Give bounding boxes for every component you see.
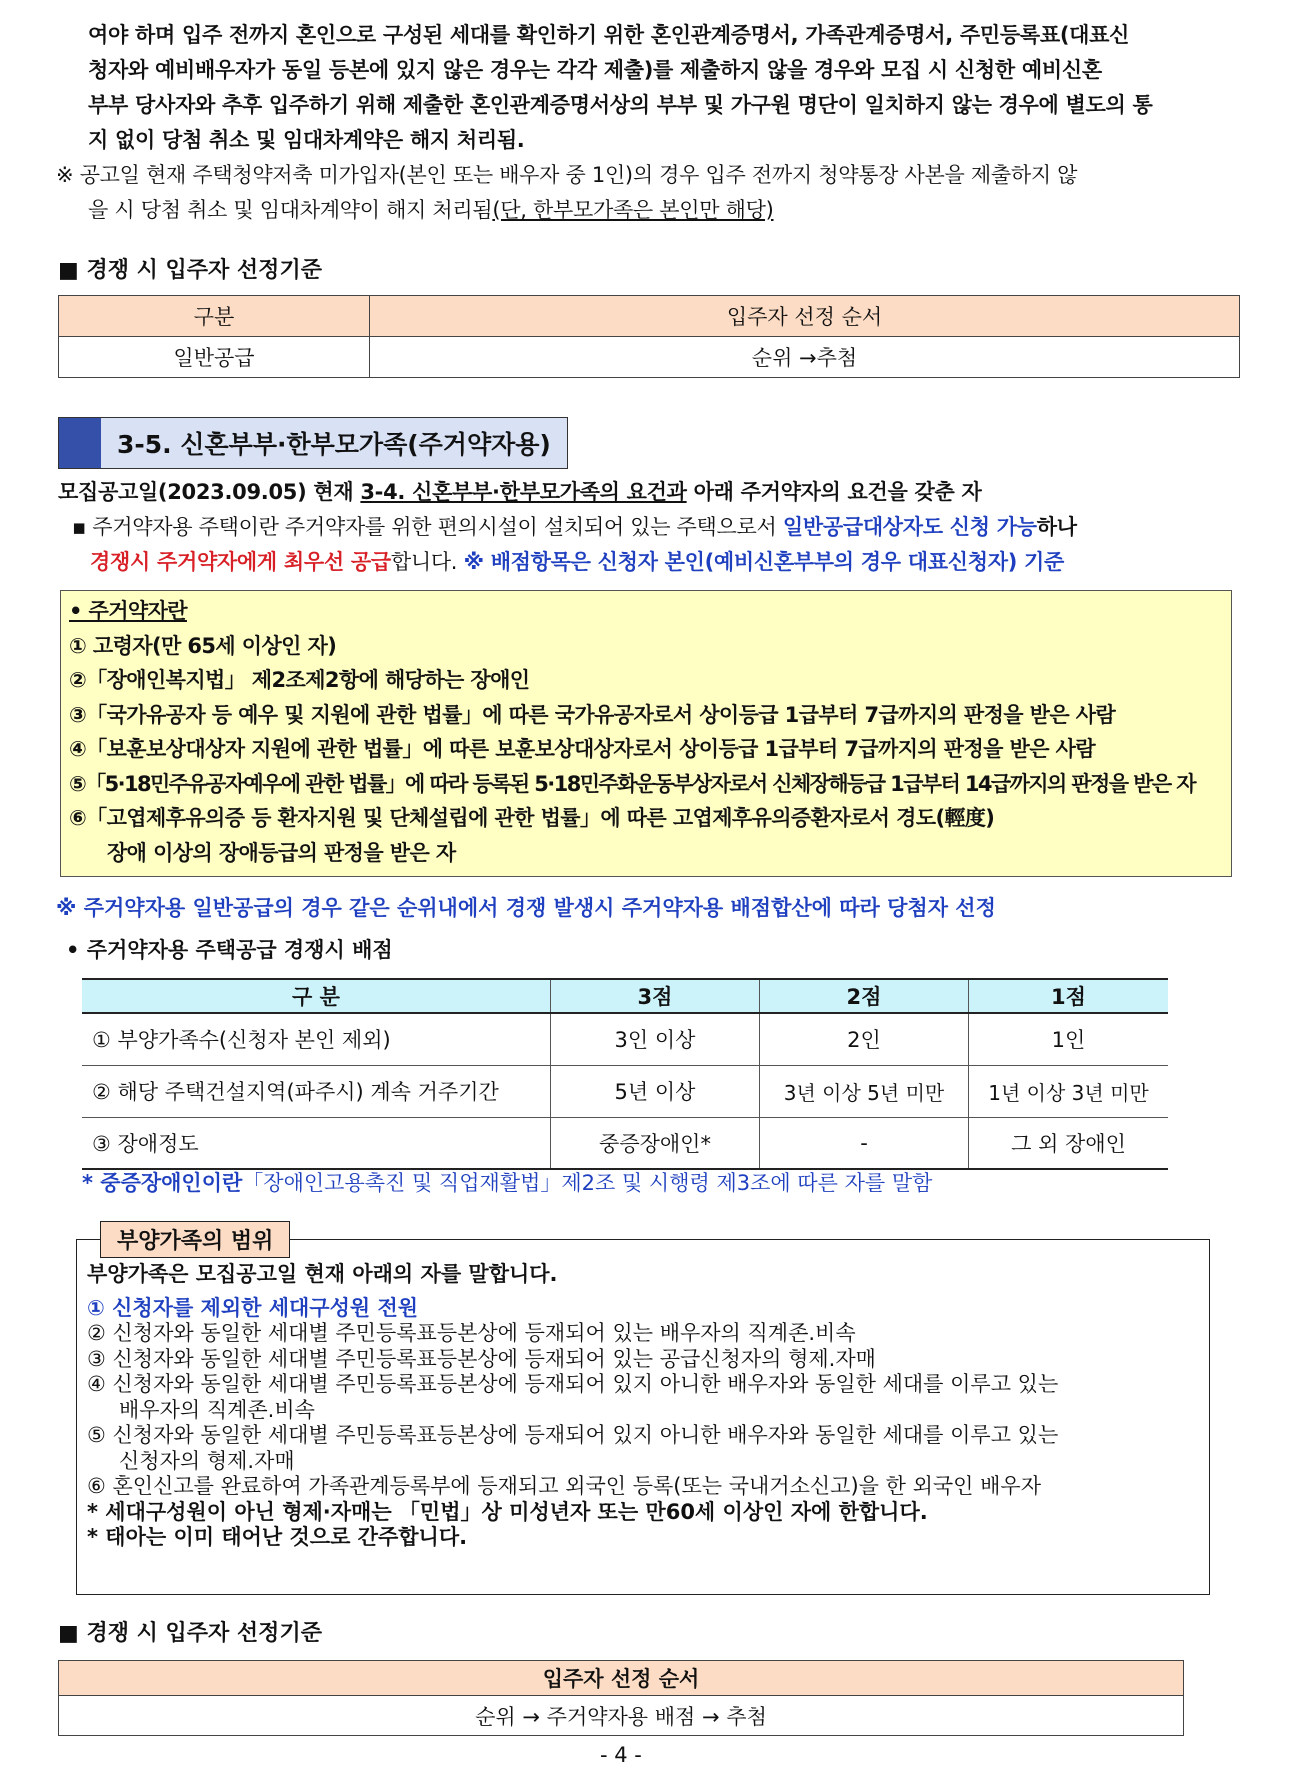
- score-table: [82, 978, 1168, 1170]
- para-line: 부부 당사자와 추후 입주하기 위해 제출한 혼인관계증명서상의 부부 및 가구원 명단이 일치하지 않는 경우에 별도의 통: [88, 93, 1153, 117]
- section-intro: 모집공고일(2023.09.05) 현재 3-4. 신혼부부·한부모가족의 요건과 아래 주거약자의 요건을 갖춘 자: [58, 480, 982, 504]
- para-line: 지 없이 당첨 취소 및 임대차계약은 해지 처리됨.: [88, 128, 525, 152]
- table-cell: 중증장애인*: [551, 1117, 760, 1169]
- table-cell: 1인: [969, 1013, 1169, 1065]
- dependents-item: ① 신청자를 제외한 세대구성원 전원: [87, 1295, 419, 1320]
- dependents-item: ② 신청자와 동일한 세대별 주민등록표등본상에 등재되어 있는 배우자의 직계존.비속: [87, 1321, 856, 1345]
- para-line: 여야 하며 입주 전까지 혼인으로 구성된 세대를 확인하기 위한 혼인관계증명서, 가족관계증명서, 주민등록표(대표신: [88, 23, 1130, 47]
- dependents-title: 부양가족의 범위: [100, 1221, 290, 1258]
- dependents-item: ⑥ 혼인신고를 완료하여 가족관계등록부에 등재되고 외국인 등록(또는 국내거소신고)을 한 외국인 배우자: [87, 1474, 1041, 1498]
- table-cell: ② 해당 주택건설지역(파주시) 계속 거주기간: [82, 1065, 551, 1117]
- table-cell: 3인 이상: [551, 1013, 760, 1065]
- table-row: [82, 1065, 1168, 1117]
- table-cell: ① 부양가족수(신청자 본인 제외): [82, 1013, 551, 1065]
- table-header: 구 분: [82, 979, 551, 1013]
- intro-underlined: 3-4. 신혼부부·한부모가족의 요건과: [360, 480, 687, 504]
- note-mark: ※: [56, 163, 74, 187]
- score-title: • 주거약자용 주택공급 경쟁시 배점: [66, 938, 393, 962]
- note-line1: 공고일 현재 주택청약저축 미가입자(본인 또는 배우자 중 1인)의 경우 입주 전까지 청약통장 사본을 제출하지 않: [79, 163, 1078, 187]
- section-heading-box: [58, 417, 568, 469]
- table-cell: 2인: [760, 1013, 969, 1065]
- housing-weak-box: [60, 590, 1232, 877]
- table-header: 입주자 선정 순서: [59, 1661, 1184, 1696]
- table-cell: 그 외 장애인: [969, 1117, 1169, 1169]
- final-selection-table: [58, 1660, 1184, 1736]
- dependents-intro: 부양가족은 모집공고일 현재 아래의 자를 말합니다.: [87, 1262, 558, 1286]
- table-cell: 3년 이상 5년 미만: [760, 1065, 969, 1117]
- list-item: ②「장애인복지법」 제2조제2항에 해당하는 장애인: [69, 668, 530, 692]
- dependents-note: * 태아는 이미 태어난 것으로 간주합니다.: [87, 1525, 468, 1549]
- table-row: [82, 1013, 1168, 1065]
- top-paragraph: [88, 18, 1248, 158]
- dependents-note: * 세대구성원이 아닌 형제·자매는 「민법」상 미성년자 또는 만60세 이상인 자에 한합니다.: [87, 1499, 928, 1524]
- highlight-red: 경쟁시 주거약자에게 최우선 공급: [90, 550, 391, 574]
- note-underlined: (단, 한부모가족은 본인만 해당): [492, 198, 774, 222]
- table-cell: 순위 → 주거약자용 배점 → 추첨: [59, 1696, 1184, 1736]
- note-paragraph: [56, 158, 1256, 228]
- table-cell: -: [760, 1117, 969, 1169]
- table-cell: ③ 장애정도: [82, 1117, 551, 1169]
- section-heading: 3-5. 신혼부부·한부모가족(주거약자용): [117, 430, 551, 459]
- section-title: ■ 경쟁 시 입주자 선정기준: [58, 258, 322, 283]
- table-header: 3점: [551, 979, 760, 1013]
- score-footnote: * 중증장애인이란「장애인고용촉진 및 직업재활법」제2조 및 시행령 제3조에 따른 자를 말함: [82, 1171, 933, 1195]
- dependents-item: ③ 신청자와 동일한 세대별 주민등록표등본상에 등재되어 있는 공급신청자의 형제.자매: [87, 1346, 876, 1371]
- table-row: [82, 1117, 1168, 1169]
- selection-table: [58, 295, 1240, 378]
- list-item: ④「보훈보상대상자 지원에 관한 법률」에 따른 보훈보상대상자로서 상이등급 1급부터 7급까지의 판정을 받은 사람: [69, 737, 1096, 761]
- note2: ※ 주거약자용 일반공급의 경우 같은 순위내에서 경쟁 발생시 주거약자용 배점합산에 따라 당첨자 선정: [56, 896, 996, 920]
- dependents-item: 배우자의 직계존.비속: [119, 1397, 315, 1422]
- heading-accent: [59, 418, 101, 468]
- table-header: 구분: [59, 296, 370, 337]
- dependents-item: 신청자의 형제.자매: [119, 1448, 295, 1473]
- dependents-box: [76, 1239, 1210, 1595]
- table-header: 입주자 선정 순서: [370, 296, 1240, 337]
- list-item: ⑤「5·18민주유공자예우에 관한 법률」에 따라 등록된 5·18민주화운동부상자로서 신체장해등급 1급부터 14급까지의 판정을 받은 자: [69, 771, 1195, 796]
- note-line2: 을 시 당첨 취소 및 임대차계약이 해지 처리됨: [88, 198, 493, 222]
- para-line: 청자와 예비배우자가 동일 등본에 있지 않은 경우는 각각 제출)를 제출하지 않을 경우와 모집 시 신청한 예비신혼: [88, 58, 1102, 82]
- dependents-item: ④ 신청자와 동일한 세대별 주민등록표등본상에 등재되어 있지 아니한 배우자와 동일한 세대를 이루고 있는: [87, 1372, 1059, 1396]
- box-title: • 주거약자란: [69, 599, 187, 623]
- list-item: ① 고령자(만 65세 이상인 자): [69, 633, 337, 658]
- list-item: 장애 이상의 장애등급의 판정을 받은 자: [107, 840, 456, 865]
- table-cell: 1년 이상 3년 미만: [969, 1065, 1169, 1117]
- table-header: 2점: [760, 979, 969, 1013]
- section-title: ■ 경쟁 시 입주자 선정기준: [58, 1621, 322, 1646]
- page-number: - 4 -: [600, 1743, 642, 1767]
- list-item: ③「국가유공자 등 예우 및 지원에 관한 법률」에 따른 국가유공자로서 상이등급 1급부터 7급까지의 판정을 받은 사람: [69, 702, 1116, 727]
- criteria-note: ※ 배점항목은 신청자 본인(예비신혼부부의 경우 대표신청자) 기준: [463, 550, 1064, 574]
- table-cell: 일반공급: [59, 337, 370, 378]
- table-cell: 순위 →추첨: [370, 337, 1240, 378]
- highlight-blue: 일반공급대상자도 신청 가능: [782, 515, 1037, 539]
- table-cell: 5년 이상: [551, 1065, 760, 1117]
- section-bullet: ▪ 주거약자용 주택이란 주거약자를 위한 편의시설이 설치되어 있는 주택으로서 일반공급대상자도 신청 가능하나 경쟁시 주거약자에게 최우선 공급합니다. ※ 배점항목은 신청자 본인(예비신혼부부의 경우 대표신청자) 기준: [72, 515, 1077, 574]
- list-item: ⑥「고엽제후유의증 등 환자지원 및 단체설립에 관한 법률」에 따른 고엽제후유의증환자로서 경도(輕度): [69, 806, 995, 830]
- table-header: 1점: [969, 979, 1169, 1013]
- dependents-item: ⑤ 신청자와 동일한 세대별 주민등록표등본상에 등재되어 있지 아니한 배우자와 동일한 세대를 이루고 있는: [87, 1423, 1059, 1447]
